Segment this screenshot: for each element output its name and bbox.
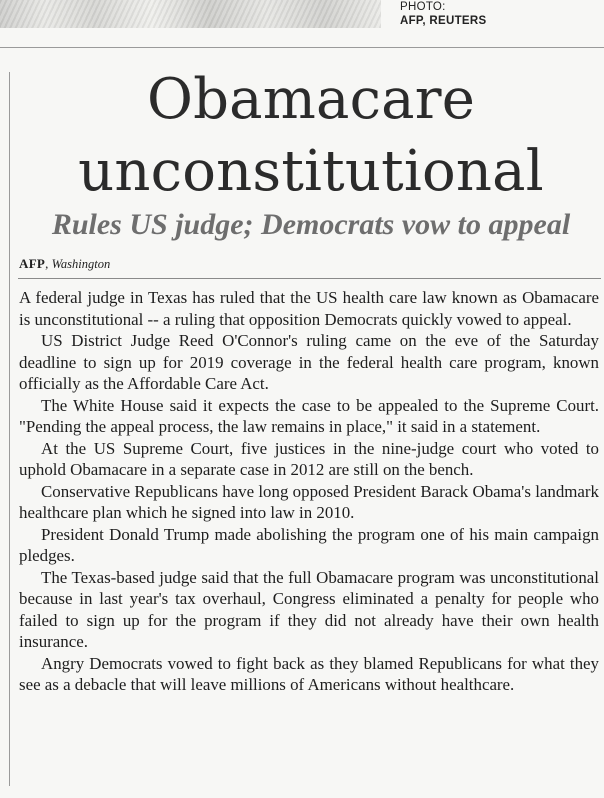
- headline: Obamacare unconstitutional: [78, 67, 544, 204]
- byline: [19, 256, 110, 272]
- article-paragraph: The Texas-based judge said that the full Obamacare program was unconstitutional because in last year's tax overhaul, Congress eliminated a penalty for people who failed to sign up for the program if they did not already have their own health insurance.: [19, 567, 599, 651]
- article-paragraph: At the US Supreme Court, five justices in the nine-judge court who voted to uphold Obamacare in a separate case in 2012 are still on the bench.: [19, 438, 599, 479]
- photo-credit-source: AFP, REUTERS: [400, 15, 487, 27]
- section-divider: [0, 47, 604, 48]
- article-paragraph: The White House said it expects the case to be appealed to the Supreme Court. "Pending the appeal process, the law remains in place," it said in a statement.: [19, 395, 599, 436]
- byline-divider: [18, 278, 601, 279]
- article-paragraph: Angry Democrats vowed to fight back as they blamed Republicans for what they see as a debacle that will leave millions of Americans without healthcare.: [19, 653, 599, 694]
- photo-fragment: [0, 0, 381, 28]
- article-paragraph: Conservative Republicans have long opposed President Barack Obama's landmark healthcare plan which he signed into law in 2010.: [19, 481, 599, 522]
- article-paragraph: President Donald Trump made abolishing the program one of his main campaign pledges.: [19, 524, 599, 565]
- photo-credit: [400, 0, 486, 28]
- byline-dateline: Washington: [51, 257, 111, 271]
- photo-credit-label: PHOTO:: [400, 1, 446, 13]
- byline-agency: AFP: [19, 256, 46, 271]
- article-paragraph: US District Judge Reed O'Connor's ruling came on the eve of the Saturday deadline to sign up for 2019 coverage in the federal health care program, known officially as the Affordable Care Act.: [19, 331, 599, 393]
- byline-separator: ,: [45, 256, 52, 271]
- article-paragraph: A federal judge in Texas has ruled that the US health care law known as Obamacare is unconstitutional -- a ruling that opposition Democrats quickly vowed to appeal.: [19, 288, 599, 329]
- subheadline: Rules US judge; Democrats vow to appeal: [51, 208, 571, 241]
- article-body: [19, 287, 599, 696]
- column-rule: [9, 72, 10, 786]
